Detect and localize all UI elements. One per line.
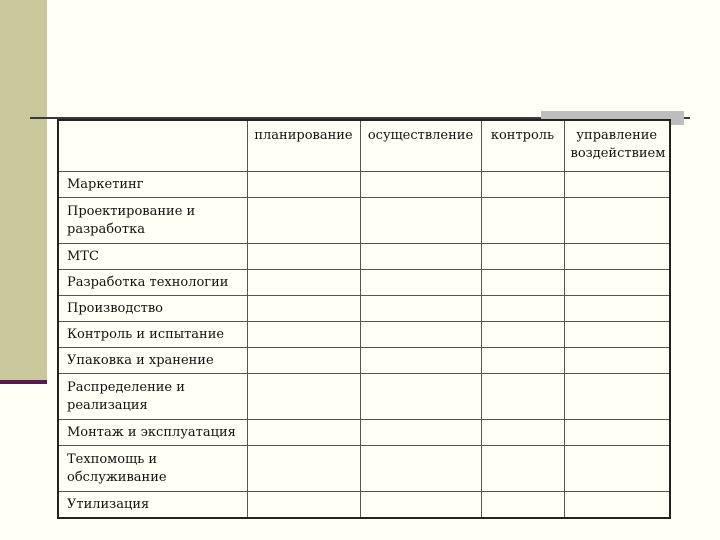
table-cell (481, 446, 564, 492)
table-cell (564, 348, 669, 374)
table-cell (564, 172, 669, 198)
row-label: Производство (59, 296, 247, 322)
row-label: Проектирование и разработка (59, 198, 247, 244)
table-cell (481, 374, 564, 420)
table-cell (360, 420, 481, 446)
table-cell (247, 198, 360, 244)
table-cell (564, 446, 669, 492)
table-cell (247, 172, 360, 198)
table-row (59, 296, 669, 322)
table-cell (247, 270, 360, 296)
table-cell (481, 172, 564, 198)
table-cell (564, 198, 669, 244)
table-cell (481, 198, 564, 244)
row-label: Монтаж и эксплуатация (59, 420, 247, 446)
table-cell (247, 296, 360, 322)
table-cell (360, 374, 481, 420)
table-cell (481, 244, 564, 270)
table-header-row (59, 121, 669, 172)
left-decor-bar-base (0, 380, 47, 384)
left-decor-bar (0, 0, 47, 380)
table-cell (481, 296, 564, 322)
table-row (59, 492, 669, 518)
row-label: Техпомощь и обслуживание (59, 446, 247, 492)
table-cell (247, 322, 360, 348)
table-cell (360, 270, 481, 296)
table-cell (360, 446, 481, 492)
table-row (59, 198, 669, 244)
header-planning: планирование (247, 121, 360, 172)
header-impact-management: управление воздействием (564, 121, 669, 172)
table-row (59, 420, 669, 446)
table-cell (247, 420, 360, 446)
table-row (59, 244, 669, 270)
table-cell (360, 296, 481, 322)
row-label: Упаковка и хранение (59, 348, 247, 374)
table-row (59, 446, 669, 492)
header-execution: осуществление (360, 121, 481, 172)
table-cell (247, 244, 360, 270)
row-label: Распределение и реализация (59, 374, 247, 420)
table-cell (481, 420, 564, 446)
table-row (59, 374, 669, 420)
table-row (59, 270, 669, 296)
table-cell (564, 492, 669, 518)
table-cell (247, 374, 360, 420)
table-cell (564, 322, 669, 348)
process-table (59, 121, 669, 517)
table-cell (481, 270, 564, 296)
header-control: контроль (481, 121, 564, 172)
row-label: Маркетинг (59, 172, 247, 198)
table-cell (564, 296, 669, 322)
table-cell (360, 322, 481, 348)
table-cell (564, 244, 669, 270)
table-cell (247, 348, 360, 374)
table-cell (360, 244, 481, 270)
table-cell (564, 374, 669, 420)
table-row (59, 348, 669, 374)
table-cell (360, 348, 481, 374)
table-cell (481, 322, 564, 348)
table-row (59, 172, 669, 198)
header-cell-empty (59, 121, 247, 172)
table-cell (247, 446, 360, 492)
row-label: Контроль и испытание (59, 322, 247, 348)
table-cell (247, 492, 360, 518)
table-cell (481, 348, 564, 374)
table-cell (564, 420, 669, 446)
table-cell (360, 492, 481, 518)
table-row (59, 322, 669, 348)
table-body (59, 172, 669, 518)
row-label: МТС (59, 244, 247, 270)
table-cell (360, 198, 481, 244)
row-label: Разработка технологии (59, 270, 247, 296)
table-cell (360, 172, 481, 198)
process-table-container (57, 119, 671, 519)
table-cell (481, 492, 564, 518)
table-cell (564, 270, 669, 296)
row-label: Утилизация (59, 492, 247, 518)
